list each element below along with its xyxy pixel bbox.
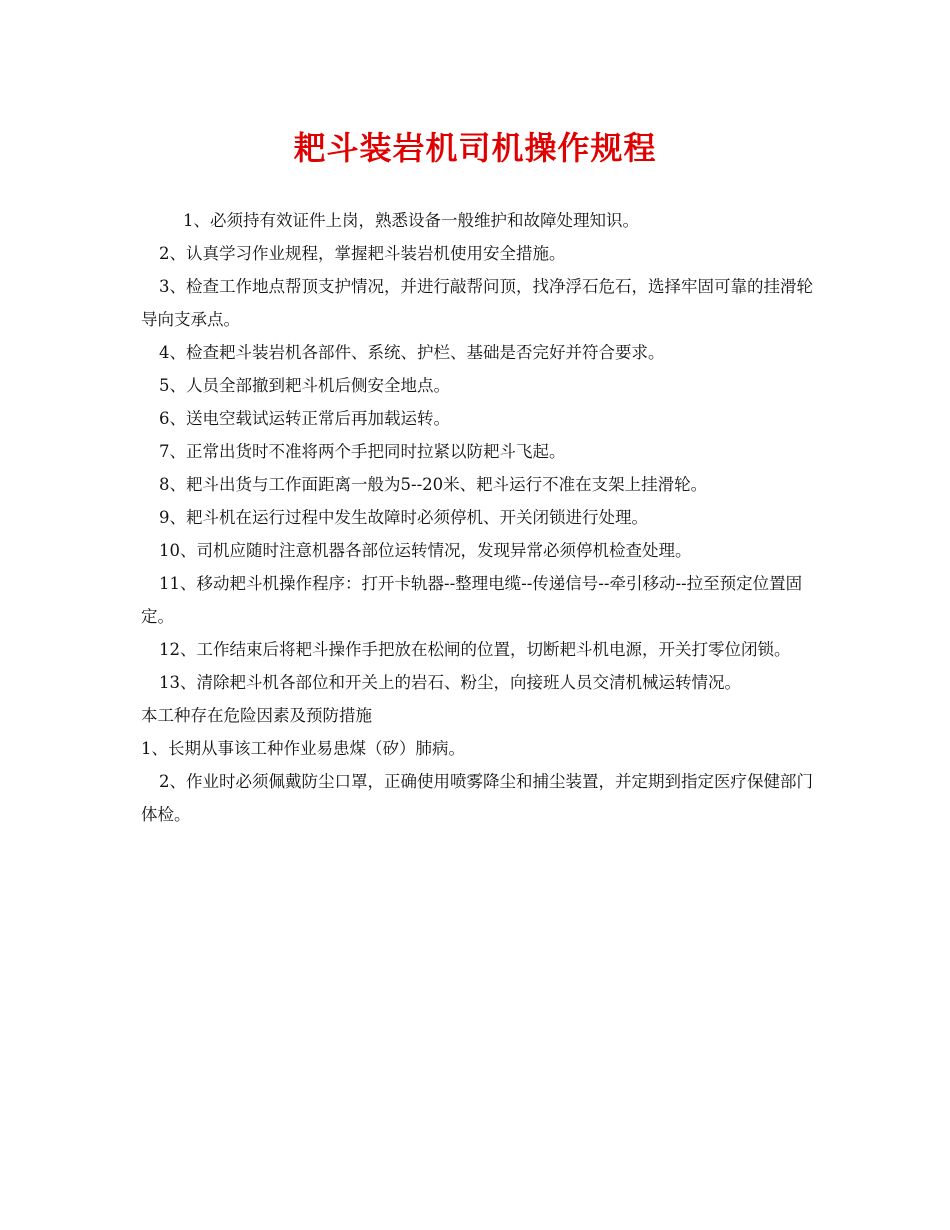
paragraph-item-4: 4、检查耙斗装岩机各部件、系统、护栏、基础是否完好并符合要求。 [159,343,665,362]
paragraph-item-8: 8、耙斗出货与工作面距离一般为5--20米、耙斗运行不准在支架上挂滑轮。 [159,475,708,494]
paragraph-item-10: 10、司机应随时注意机器各部位运转情况，发现异常必须停机检查处理。 [159,541,692,560]
paragraph-item-6: 6、送电空载试运转正常后再加载运转。 [159,409,450,428]
paragraph-item-11: 11、移动耙斗机操作程序：打开卡轨器--整理电缆--传递信号--牵引移动--拉至预定位置固定。 [141,574,803,626]
paragraph-item-13: 13、清除耙斗机各部位和开关上的岩石、粉尘，向接班人员交清机械运转情况。 [159,673,741,692]
hazard-item-2: 2、作业时必须佩戴防尘口罩，正确使用喷雾降尘和捕尘装置，并定期到指定医疗保健部门体检。 [141,772,813,824]
paragraph-item-2: 2、认真学习作业规程，掌握耙斗装岩机使用安全措施。 [159,244,566,263]
paragraph-item-12: 12、工作结束后将耙斗操作手把放在松闸的位置，切断耙斗机电源，开关打零位闭锁。 [159,640,791,659]
paragraph-item-7: 7、正常出货时不准将两个手把同时拉紧以防耙斗飞起。 [159,442,566,461]
paragraph-item-5: 5、人员全部撤到耙斗机后侧安全地点。 [159,376,450,395]
paragraph-item-9: 9、耙斗机在运行过程中发生故障时必须停机、开关闭锁进行处理。 [159,508,648,527]
paragraph-item-1: 1、必须持有效证件上岗，熟悉设备一般维护和故障处理知识。 [183,211,639,230]
hazard-heading: 本工种存在危险因素及预防措施 [141,706,372,725]
document-body [141,204,817,831]
paragraph-item-3: 3、检查工作地点帮顶支护情况，并进行敲帮问顶，找净浮石危石，选择牢固可靠的挂滑轮导向支承点。 [141,277,813,329]
hazard-item-1: 1、长期从事该工种作业易患煤（矽）肺病。 [141,739,465,758]
document-title: 耙斗装岩机司机操作规程 [293,129,657,167]
